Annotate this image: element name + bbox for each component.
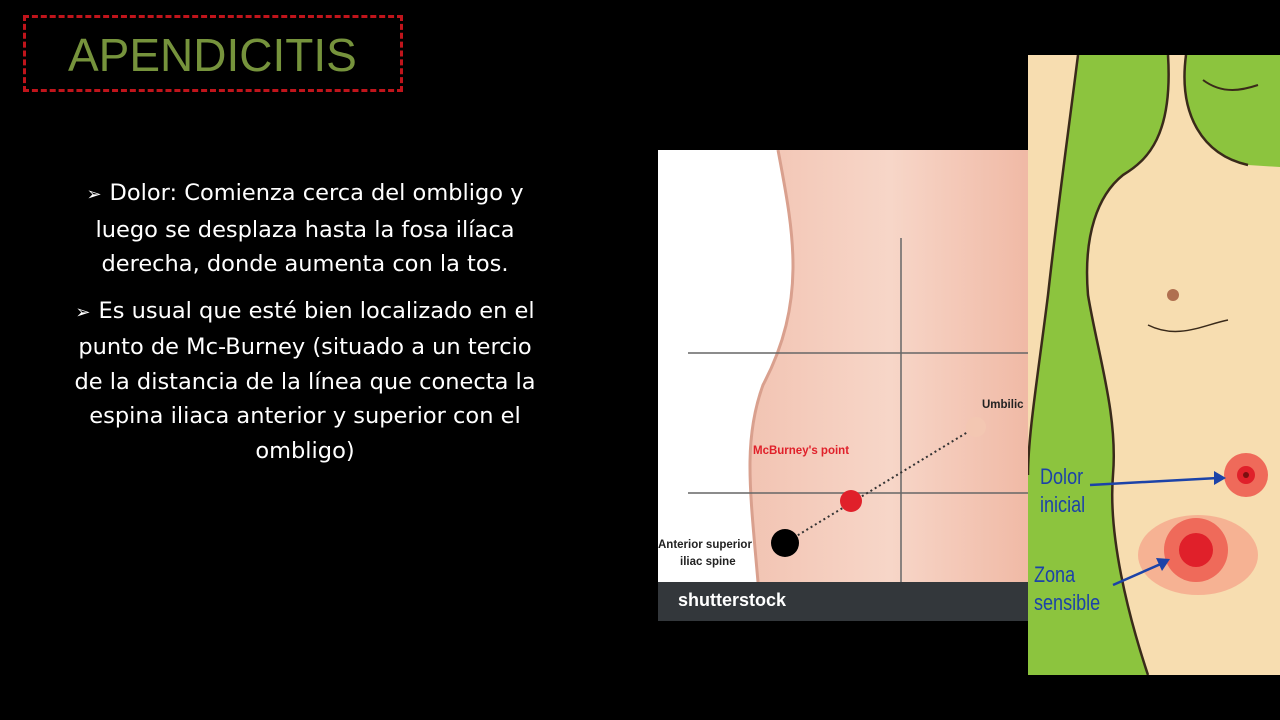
bullet-text: Dolor: Comienza cerca del ombligo y luego se desplaza hasta la fosa ilíaca derecha, donde aumenta con la tos.: [95, 180, 524, 277]
initial-pain-label-line2: inicial: [1040, 492, 1086, 517]
bullet-text: Es usual que esté bien localizado en el punto de Mc-Burney (situado a un tercio de la distancia de la línea que conecta la espina iliaca anterior y superior con el ombligo): [74, 297, 536, 464]
umbilicus-label: Umbilic: [982, 399, 1024, 411]
tender-zone-label: [1034, 561, 1100, 617]
mcburney-point-label: McBurney's point: [753, 445, 850, 457]
iliac-spine-label-line2: iliac spine: [680, 556, 736, 568]
bullet-list: [70, 176, 540, 480]
arrowhead-bullet-icon: ➢: [75, 301, 91, 323]
watermark-footer: [658, 582, 1030, 621]
tender-zone-label-line1: Zona: [1034, 562, 1076, 587]
watermark-logo: shutterstock: [678, 590, 787, 610]
initial-pain-label: [1040, 463, 1085, 519]
mcburney-illustration: [658, 150, 1030, 621]
slide-title: APENDICITIS: [68, 29, 357, 81]
initial-pain-label-line1: Dolor: [1040, 464, 1084, 489]
tender-zone-label-line2: sensible: [1034, 590, 1101, 615]
bullet-item: [70, 176, 540, 282]
pain-zone-illustration: [1028, 55, 1280, 675]
arrowhead-bullet-icon: ➢: [86, 184, 102, 205]
bullet-item: [70, 294, 540, 469]
iliac-spine-label-line1: Anterior superior: [658, 539, 752, 551]
